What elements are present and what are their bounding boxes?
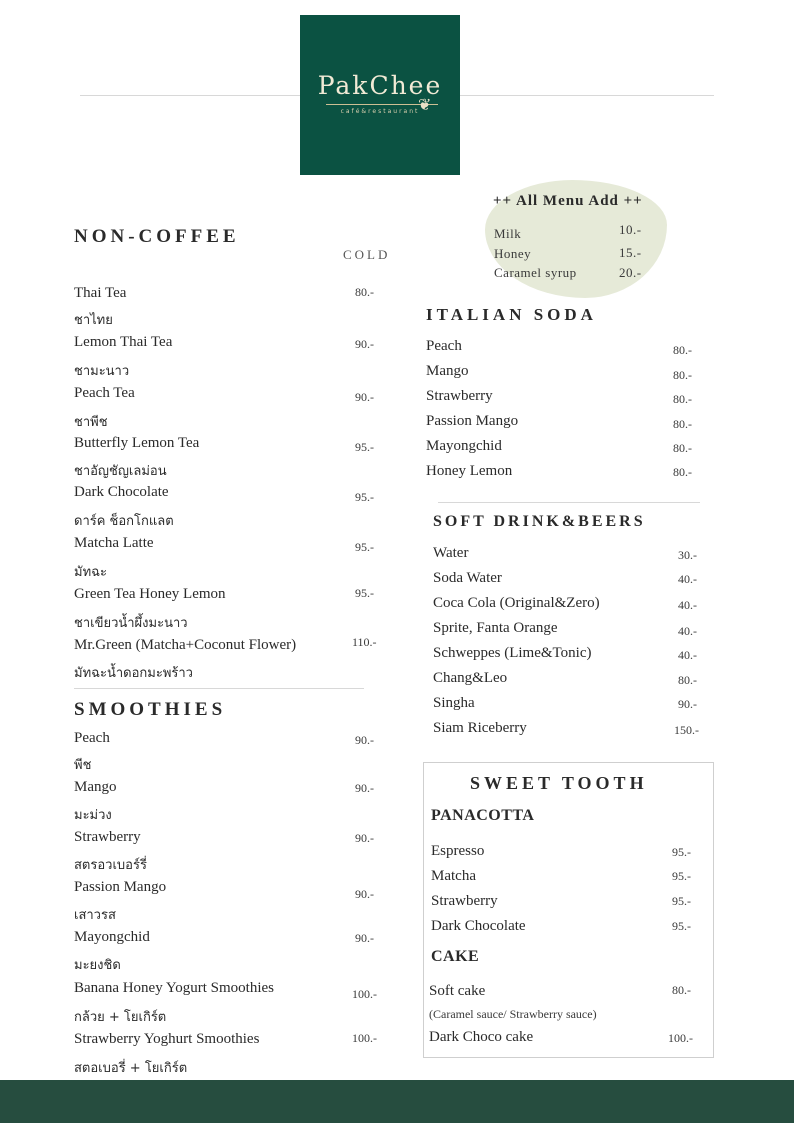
menu-item-price: 80.-	[673, 343, 692, 357]
menu-item-price: 80.-	[678, 673, 697, 687]
smoothies-title: SMOOTHIES	[74, 699, 227, 720]
menu-item-price: 90.-	[355, 887, 374, 901]
menu-item-price: 90.-	[355, 337, 374, 351]
menu-item-name: Mango	[74, 779, 117, 795]
menu-item-price: 80.-	[673, 465, 692, 479]
menu-item-thai: สตอเบอรี่ + โยเกิร์ต	[74, 1061, 188, 1076]
menu-item-price: 80.-	[673, 368, 692, 382]
menu-item-name: Siam Riceberry	[433, 720, 527, 736]
menu-item-price: 30.-	[678, 548, 697, 562]
menu-item-price: 90.-	[355, 831, 374, 845]
menu-item-name: Water	[433, 545, 469, 561]
menu-item-price: 40.-	[678, 598, 697, 612]
panacotta-title: PANACOTTA	[431, 807, 535, 824]
logo-tagline: café&restaurant	[340, 108, 420, 115]
menu-item-name: Peach	[74, 730, 110, 746]
sweet-tooth-title: SWEET TOOTH	[470, 773, 648, 793]
menu-item-price: 95.-	[355, 586, 374, 600]
menu-item-price: 95.-	[672, 845, 691, 859]
menu-item-name: Strawberry Yoghurt Smoothies	[74, 1031, 260, 1047]
menu-item-note: (Caramel sauce/ Strawberry sauce)	[429, 1007, 597, 1021]
menu-item-thai: พีช	[74, 758, 92, 773]
menu-item-thai: ชาไทย	[74, 313, 113, 328]
menu-item-name: Matcha Latte	[74, 535, 154, 551]
menu-item-name: Chang&Leo	[433, 670, 508, 686]
menu-item-name: Singha	[433, 695, 475, 711]
menu-item-name: Soda Water	[433, 570, 502, 586]
menu-item-thai: มะม่วง	[74, 808, 112, 823]
addon-price: 20.-	[619, 265, 642, 280]
menu-item-name: Matcha	[431, 868, 476, 884]
cake-title: CAKE	[431, 948, 480, 965]
menu-item-thai: ดาร์ค ช็อกโกแลต	[74, 514, 174, 529]
cold-column-label: COLD	[343, 247, 391, 262]
menu-item-name: Dark Chocolate	[74, 484, 169, 500]
menu-item-price: 100.-	[352, 1031, 377, 1045]
menu-item-price: 80.-	[672, 983, 691, 997]
menu-item-name: Soft cake	[429, 983, 486, 999]
menu-item-price: 95.-	[355, 440, 374, 454]
menu-item-price: 80.-	[673, 417, 692, 431]
menu-item-price: 90.-	[355, 733, 374, 747]
italian-soda-title: ITALIAN SODA	[426, 305, 597, 324]
addon-name: Milk	[494, 226, 522, 241]
menu-item-price: 90.-	[355, 390, 374, 404]
addon-name: Caramel syrup	[494, 265, 577, 280]
menu-item-thai: ชาเขียวน้ำผึ้งมะนาว	[74, 616, 188, 631]
menu-item-price: 110.-	[352, 635, 377, 649]
addon-price: 10.-	[619, 222, 642, 237]
menu-item-name: Sprite, Fanta Orange	[433, 620, 558, 636]
menu-item-thai: มัทฉะ	[74, 565, 107, 580]
menu-item-name: Mango	[426, 363, 469, 379]
menu-item-name: Dark Choco cake	[429, 1029, 534, 1045]
menu-item-price: 95.-	[672, 919, 691, 933]
menu-item-price: 90.-	[355, 931, 374, 945]
menu-item-name: Thai Tea	[74, 285, 127, 301]
menu-item-thai: เสาวรส	[74, 908, 116, 923]
menu-item-name: Peach Tea	[74, 385, 135, 401]
menu-item-name: Banana Honey Yogurt Smoothies	[74, 980, 274, 996]
menu-item-name: Schweppes (Lime&Tonic)	[433, 645, 592, 661]
menu-item-name: Honey Lemon	[426, 463, 513, 479]
menu-item-price: 95.-	[672, 869, 691, 883]
menu-item-price: 95.-	[672, 894, 691, 908]
menu-item-name: Espresso	[431, 843, 485, 859]
menu-item-price: 40.-	[678, 572, 697, 586]
logo	[300, 15, 460, 175]
non-coffee-title: NON-COFFEE	[74, 226, 240, 247]
menu-item-price: 80.-	[673, 392, 692, 406]
menu-item-price: 80.-	[355, 285, 374, 299]
menu-item-name: Mayongchid	[426, 438, 502, 454]
menu-item-price: 95.-	[355, 540, 374, 554]
addon-name: Honey	[494, 246, 532, 261]
menu-item-name: Lemon Thai Tea	[74, 334, 173, 350]
menu-item-price: 90.-	[355, 781, 374, 795]
menu-item-thai: มะยงชิด	[74, 958, 121, 973]
section-divider	[438, 502, 700, 503]
menu-item-thai: สตรอวเบอร์รี่	[74, 858, 147, 873]
menu-item-name: Green Tea Honey Lemon	[74, 586, 226, 602]
menu-item-name: Mayongchid	[74, 929, 150, 945]
menu-item-name: Strawberry	[74, 829, 141, 845]
menu-item-price: 80.-	[673, 441, 692, 455]
menu-item-name: Strawberry	[431, 893, 498, 909]
menu-item-name: Passion Mango	[74, 879, 167, 895]
menu-item-name: Butterfly Lemon Tea	[74, 435, 200, 451]
menu-item-price: 40.-	[678, 648, 697, 662]
menu-item-thai: มัทฉะน้ำดอกมะพร้าว	[74, 666, 193, 681]
menu-item-price: 150.-	[674, 723, 699, 737]
addon-price: 15.-	[619, 245, 642, 260]
menu-item-name: Strawberry	[426, 388, 493, 404]
menu-item-name: Passion Mango	[426, 413, 519, 429]
menu-item-price: 95.-	[355, 490, 374, 504]
menu-item-name: Mr.Green (Matcha+Coconut Flower)	[74, 637, 297, 653]
menu-item-thai: ชาพีช	[74, 415, 108, 430]
menu-item-thai: กล้วย + โยเกิร์ต	[74, 1010, 167, 1025]
menu-item-price: 90.-	[678, 697, 697, 711]
menu-item-thai: ชาอัญชัญเลม่อน	[74, 464, 167, 479]
addon-title: ++ All Menu Add ++	[493, 193, 643, 209]
soft-drinks-title: SOFT DRINK&BEERS	[433, 513, 646, 530]
menu-item-thai: ชามะนาว	[74, 364, 130, 379]
logo-brand: PakChee	[317, 71, 443, 100]
footer-band	[0, 1080, 794, 1123]
menu-item-price: 100.-	[352, 987, 377, 1001]
section-divider	[74, 688, 364, 689]
menu-item-name: Dark Chocolate	[431, 918, 526, 934]
cilantro-leaf-icon: ❦	[418, 97, 432, 114]
menu-item-price: 40.-	[678, 624, 697, 638]
menu-item-name: Coca Cola (Original&Zero)	[433, 595, 600, 611]
menu-item-price: 100.-	[668, 1031, 693, 1045]
menu-item-name: Peach	[426, 338, 462, 354]
